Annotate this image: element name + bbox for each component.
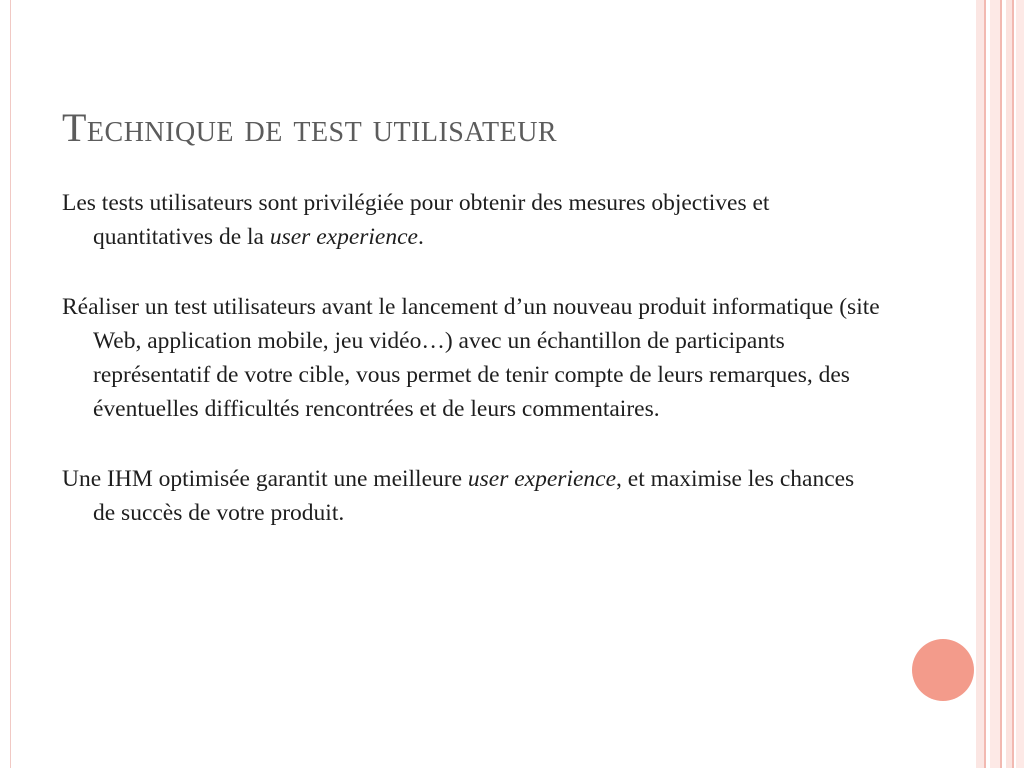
paragraph-text: , et maximise les chances de succès de votre produit. — [93, 466, 855, 526]
decorative-stripe — [1016, 0, 1024, 768]
emphasis-text: user experience — [269, 224, 418, 250]
paragraph-text: . — [417, 224, 424, 250]
decorative-circle — [912, 639, 974, 701]
paragraph — [62, 462, 882, 530]
paragraph-text: Réaliser un test utilisateurs avant le lancement d’un nouveau produit informatique (site Web, application mobile, jeu vidéo…) avec un échantillon de participants représentatif de votre cible, vous permet de tenir compte de leurs remarques, des éventuelles difficultés rencontrées et de leurs commentaires. — [62, 294, 880, 422]
paragraph — [62, 186, 882, 254]
decorative-stripe — [990, 0, 1000, 768]
decorative-stripe — [984, 0, 986, 768]
slide-title: Technique de test utilisateur — [62, 105, 558, 150]
paragraph — [62, 290, 882, 426]
slide-body — [62, 186, 882, 566]
emphasis-text: user experience — [467, 466, 617, 492]
decorative-stripe — [976, 0, 984, 768]
decorative-stripe — [1000, 0, 1002, 768]
decorative-stripe — [1012, 0, 1014, 768]
paragraph-text: Les tests utilisateurs sont privilégiée pour obtenir des mesures objectives et quantitatives de la — [62, 190, 770, 250]
left-border-line — [10, 0, 11, 768]
paragraph-text: Une IHM optimisée garantit une meilleure — [62, 466, 468, 492]
